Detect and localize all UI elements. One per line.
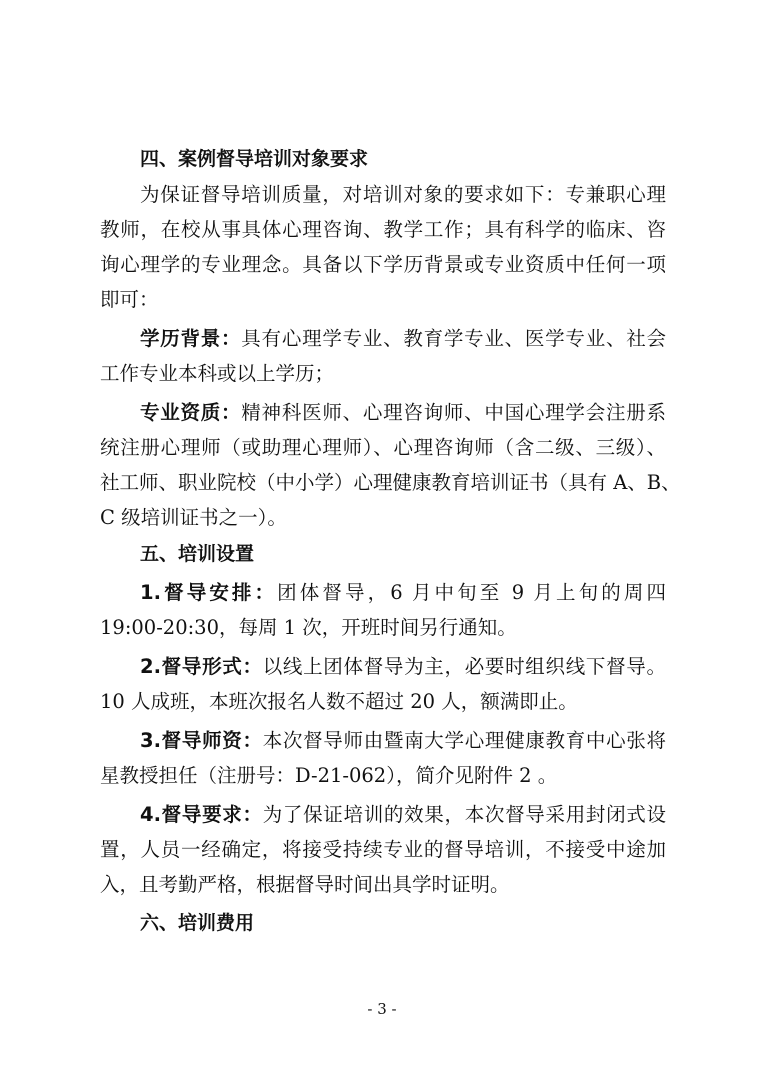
paragraph-line: 星教授担任（注册号：D-21-062），简介见附件 2 。 bbox=[100, 764, 558, 787]
qualification-line bbox=[140, 396, 666, 429]
item-3-label: 3.督导师资： bbox=[140, 729, 263, 752]
education-text: 具有心理学专业、教育学专业、医学专业、社会 bbox=[241, 327, 666, 350]
section-6-heading: 六、培训费用 bbox=[140, 912, 255, 934]
item-4-label: 4.督导要求： bbox=[140, 803, 263, 826]
paragraph-line: C 级培训证书之一）。 bbox=[100, 506, 287, 529]
paragraph-line: 19:00-20:30，每周 1 次，开班时间另行通知。 bbox=[100, 616, 517, 639]
section-5-heading: 五、培训设置 bbox=[140, 543, 255, 565]
qualification-label: 专业资质： bbox=[140, 401, 242, 424]
item-2-line bbox=[140, 650, 666, 683]
education-background-line bbox=[140, 322, 666, 355]
item-4-line bbox=[140, 798, 666, 831]
paragraph-line: 统注册心理师（或助理心理师）、心理咨询师（含二级、三级）、 bbox=[100, 436, 666, 459]
paragraph-line: 置，人员一经确定，将接受持续专业的督导培训，不接受中途加 bbox=[100, 838, 666, 861]
item-1-line bbox=[140, 576, 666, 609]
paragraph-line: 为保证督导培训质量，对培训对象的要求如下：专兼职心理 bbox=[140, 183, 666, 206]
paragraph-line: 10 人成班，本班次报名人数不超过 20 人，额满即止。 bbox=[100, 690, 578, 713]
paragraph-line: 入，且考勤严格，根据督导时间出具学时证明。 bbox=[100, 873, 510, 896]
page-number: - 3 - bbox=[367, 1000, 397, 1018]
item-1-label: 1.督导安排： bbox=[140, 581, 278, 604]
item-1-text: 团体督导，6 月中旬至 9 月上旬的周四 bbox=[277, 581, 666, 604]
item-4-text: 为了保证培训的效果，本次督导采用封闭式设 bbox=[262, 803, 666, 826]
section-4-heading: 四、案例督导培训对象要求 bbox=[140, 148, 369, 170]
item-3-text: 本次督导师由暨南大学心理健康教育中心张将 bbox=[262, 729, 666, 752]
item-2-label: 2.督导形式： bbox=[140, 655, 263, 678]
paragraph-line: 工作专业本科或以上学历； bbox=[100, 362, 335, 385]
item-3-line bbox=[140, 724, 666, 757]
item-2-text: 以线上团体督导为主，必要时组织线下督导。 bbox=[262, 655, 666, 678]
paragraph-line: 询心理学的专业理念。具备以下学历背景或专业资质中任何一项 bbox=[100, 253, 666, 276]
paragraph-line: 即可： bbox=[100, 288, 159, 311]
paragraph-line: 社工师、职业院校（中小学）心理健康教育培训证书（具有 A、B、 bbox=[100, 471, 681, 494]
education-label: 学历背景： bbox=[140, 327, 242, 350]
qualification-text: 精神科医师、心理咨询师、中国心理学会注册系 bbox=[241, 401, 666, 424]
paragraph-line: 教师，在校从事具体心理咨询、教学工作；具有科学的临床、咨 bbox=[100, 218, 666, 241]
